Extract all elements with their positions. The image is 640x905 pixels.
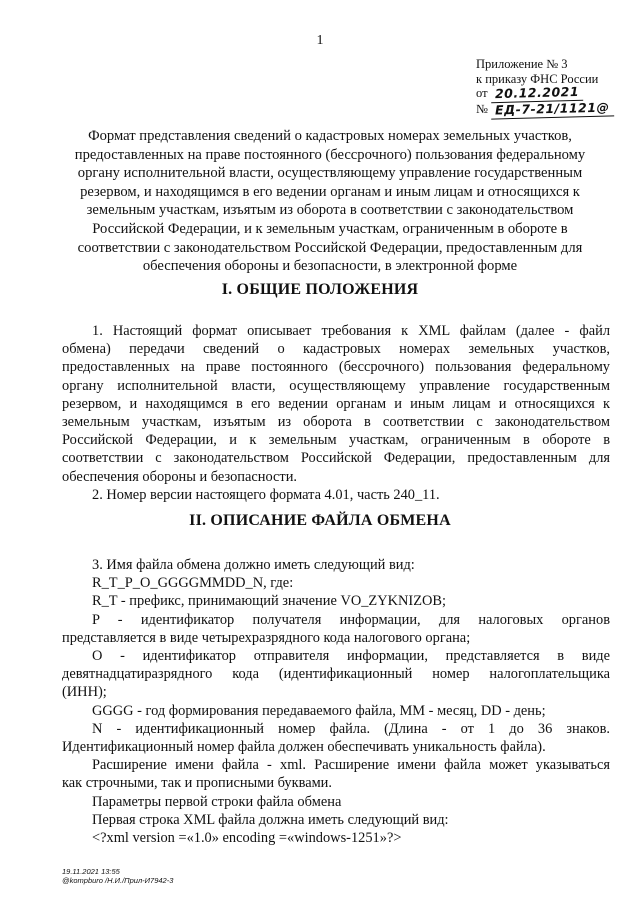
appendix-number [476, 99, 614, 118]
title-line: соответствии с законодательством Российской Федерации, предоставленным для [77, 239, 583, 256]
sender-line: (ИНН); [62, 684, 107, 701]
section-2-body [62, 556, 610, 847]
paragraph-3: 3. Имя файла обмена должно иметь следующий вид: [92, 557, 415, 573]
title-line: Российской Федерации, и к земельным участкам, ограниченным в обороте в [92, 220, 568, 237]
paragraph-line: обмена) передачи сведений о кадастровых номерах земельных участков, [62, 341, 610, 358]
title-line: органу исполнительной власти, осуществляющему управление государственным [77, 165, 583, 182]
handwritten-date: 20.12.2021 [491, 85, 583, 103]
footer-timestamp: 19.11.2021 13:55 [62, 867, 120, 876]
prefix-description: R_T - префикс, принимающий значение VO_ZYKNIZOB; [92, 593, 446, 610]
footer-reference: @kompburo /Н.И./Прил-И7942-3 [62, 876, 174, 885]
first-line-desc: Первая строка XML файла должна иметь следующий вид: [92, 811, 449, 828]
sender-line: девятнадцатиразрядного кода (идентификационный номер налогоплательщика [62, 666, 610, 683]
extension-line: Расширение имени файла - xml. Расширение имени файла может указываться [92, 757, 610, 774]
title-line: Формат представления сведений о кадастровых номерах земельных участков, [88, 128, 572, 144]
handwritten-number: ЕД-7-21/1121@ [491, 100, 614, 119]
appendix-title: Приложение № 3 [476, 57, 568, 71]
section-1-heading: I. ОБЩИЕ ПОЛОЖЕНИЯ [221, 281, 419, 298]
paragraph-2: 2. Номер версии настоящего формата 4.01, часть 240_11. [92, 486, 440, 503]
receiver-line: представляется в виде четырехразрядного кода налогового органа; [62, 629, 471, 646]
paragraph-line: соответствии с законодательством Российской Федерации, предоставленным для [62, 450, 610, 467]
params-line: Параметры первой строки файла обмена [92, 793, 342, 810]
id-line: Идентификационный номер файла должен обеспечивать уникальность файла). [62, 739, 546, 756]
page-number: 1 [316, 33, 324, 48]
title-line: резервом, и находящимся в его ведении органам и иным лицам и относящихся к [80, 183, 580, 200]
paragraph-line: резервом, и находящимся в его ведении органам и иным лицам и относящихся к [62, 395, 610, 412]
title-line: предоставленных на праве постоянного (бессрочного) пользования федеральному [74, 146, 586, 163]
id-line: N - идентификационный номер файла. (Длина - от 1 до 36 знаков. [92, 720, 610, 737]
appendix-block [476, 57, 614, 117]
date-prefix: от [476, 86, 488, 100]
sender-line: O - идентификатор отправителя информации, представляется в виде [92, 648, 610, 665]
title-line: земельным участкам, изъятым из оборота в соответствии с законодательством [86, 202, 574, 219]
paragraph-line: органу исполнительной власти, осуществляющему управление государственным [62, 377, 610, 394]
document-title [60, 127, 600, 276]
footer-stamp [62, 867, 173, 885]
number-prefix: № [476, 101, 488, 116]
section-2-heading: II. ОПИСАНИЕ ФАЙЛА ОБМЕНА [189, 512, 451, 529]
appendix-order: к приказу ФНС России [476, 71, 599, 86]
paragraph-line: земельным участкам, изъятым из оборота в соответствии с законодательством [62, 414, 610, 431]
section-1-body [62, 322, 610, 504]
extension-line: как строчными, так и прописными буквами. [62, 775, 332, 792]
paragraph-line: обеспечения обороны и безопасности. [62, 468, 298, 485]
paragraph-line: Российской Федерации, и к земельным участкам, ограниченным в обороте в [62, 432, 610, 449]
paragraph-line: 1. Настоящий формат описывает требования к XML файлам (далее - файл [92, 323, 610, 339]
file-name-pattern: R_T_P_O_GGGGMMDD_N, где: [92, 575, 294, 592]
xml-declaration: <?xml version =«1.0» encoding =«windows-1251»?> [92, 830, 402, 847]
date-format-line: GGGG - год формирования передаваемого файла, MM - месяц, DD - день; [92, 702, 546, 719]
title-line: обеспечения обороны и безопасности, в электронной форме [142, 258, 518, 275]
paragraph-line: предоставленных на праве постоянного (бессрочного) пользования федеральному [62, 359, 610, 376]
receiver-line: P - идентификатор получателя информации, для налоговых органов [92, 611, 610, 628]
